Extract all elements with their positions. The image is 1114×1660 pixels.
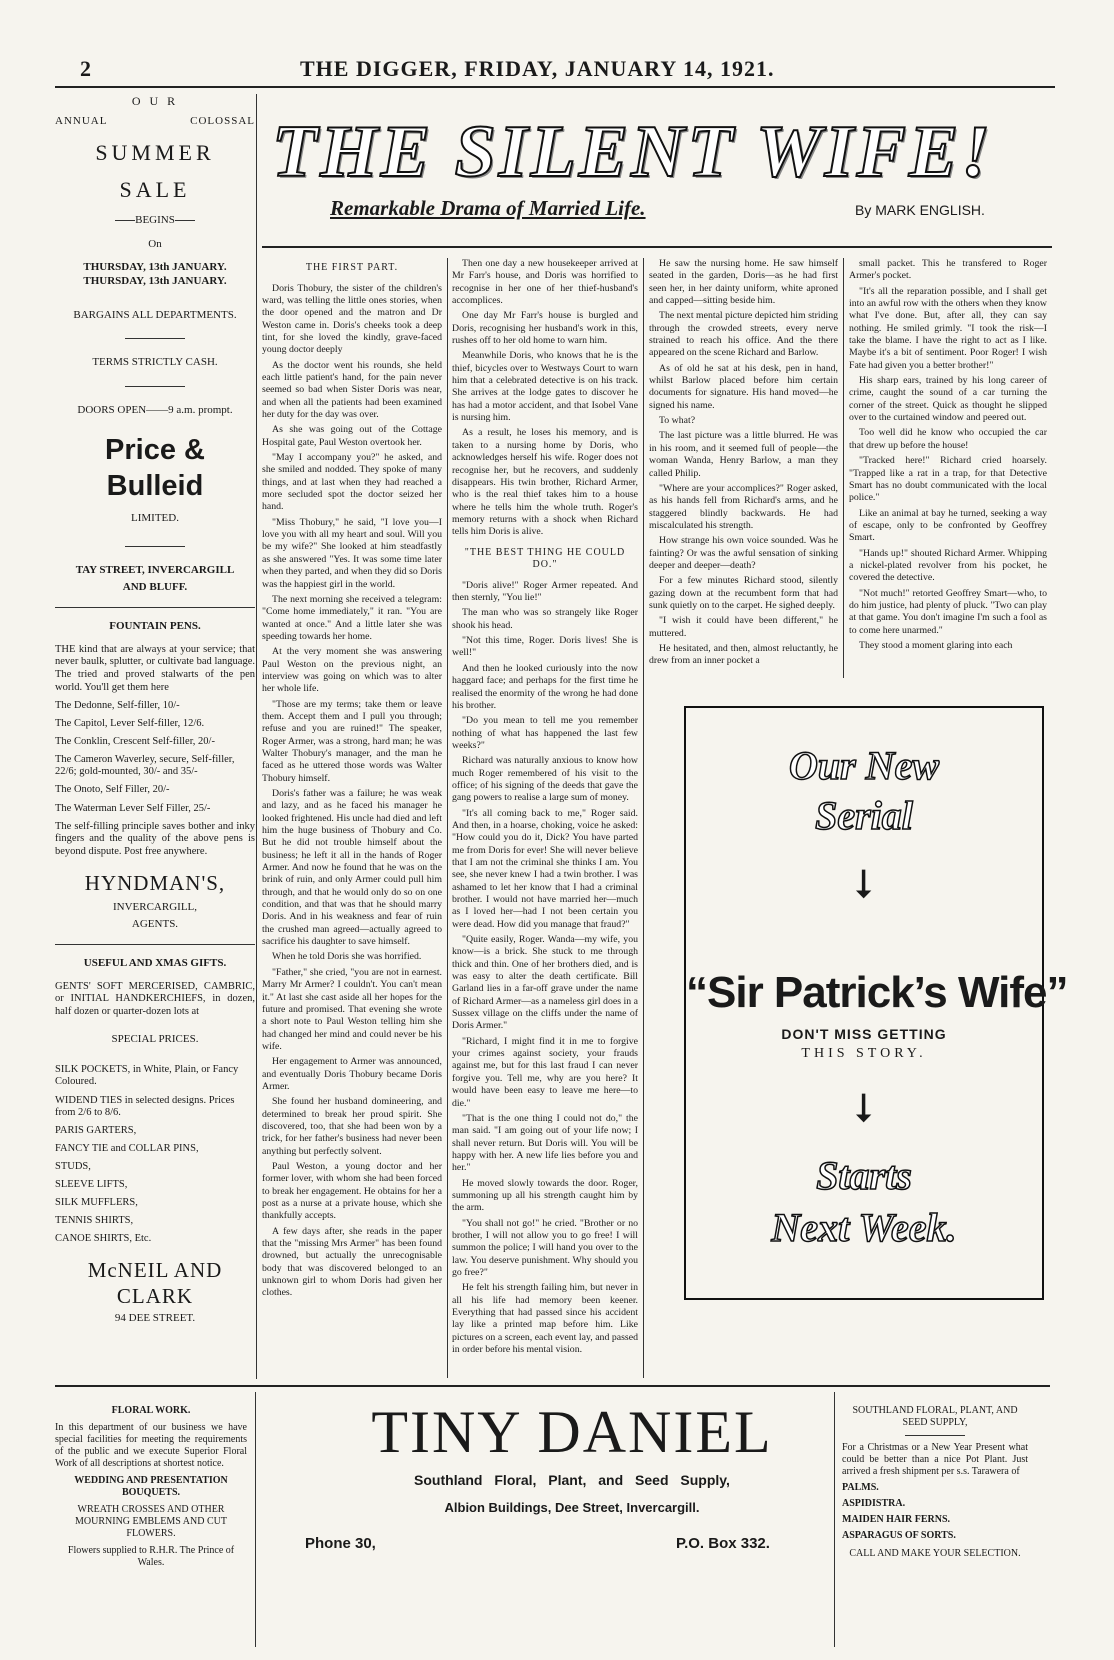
article-paragraph: Paul Weston, a young doctor and her former lover, with whom she had been forced to break her engagement. He obtains for her a post as a nurse at a private house, which she thankfully accepts. [262,1160,442,1222]
article-paragraph: Meanwhile Doris, who knows that he is the thief, bicycles over to Westways Court to warn him that a celebrated detective is on his track. She arrives at the lodge gates to discover he has had a motor accident, and that Isobel Vane is nursing him. [452,350,638,424]
sale-annual: ANNUAL [55,115,108,127]
article-column-1 [262,258,442,1378]
article-paragraph: "It's all the reparation possible, and I shall get into an awful row with the others when they know what I've done. But, after all, they can say nothing. He smiled grimly. "I took the risk—I take the blame. I have the right to act as I like. Maybe it's a bit of sentiment. Poor Roger! I wish Fate had given you a better brother!" [849,285,1047,371]
footer-floral-work [55,1405,247,1574]
serial-dont-miss: DON'T MISS GETTING [781,1026,947,1042]
article-paragraph: "May I accompany you?" he asked, and she smiled and nodded. They spoke of many things, and at last when they had reached a more secluded spot the doctor seized her hand. [262,452,442,513]
left-column [55,94,255,1325]
southland-call: CALL AND MAKE YOUR SELECTION. [849,1548,1021,1559]
article-paragraph: He felt his strength failing him, but never in all his life had memory been keener. Everything that had passed since his accident lay like a printed map before him. Like pictures on a screen, each event lay, and passed in order before his mental vision. [452,1282,638,1356]
footer-rule-left [255,1392,256,1647]
article-paragraph: small packet. This he transfered to Roger Armer's pocket. [849,258,1047,282]
section-first-part: THE FIRST PART. [305,262,399,273]
article-paragraph: Richard was naturally anxious to know how much Roger remembered of his visit to the office; of his signing of the deeds that gave the gang powers to realise a large sum of money. [452,755,638,804]
sale-bargains: BARGAINS ALL DEPARTMENTS. [73,308,237,321]
gift-item: SILK MUFFLERS, [55,1196,138,1208]
sale-annual-row [55,115,255,129]
article-paragraph: As the doctor went his rounds, she held each little patient's hand, for the pain never seemed so bad when Sister Doris was near, and when all the patients had been examined her duty for the day was over. [262,359,442,421]
article-paragraph: And then he looked curiously into the now haggard face; and perhaps for the first time he realised the enormity of the wrong he had done his brother. [452,662,638,711]
article-paragraph: He saw the nursing home. He saw himself seated in the garden, Doris—as he had first seen her, in her dainty uniform, white aproned and capped—sitting beside him. [649,258,838,307]
section-best-thing: "THE BEST THING HE COULD DO." [464,546,626,571]
article-paragraph: "I wish it could have been different," he muttered. [649,615,838,639]
sale-terms: TERMS STRICTLY CASH. [92,356,218,369]
masthead-title: THE DIGGER, FRIDAY, JANUARY 14, 1921. [300,56,775,81]
southland-title: SOUTHLAND FLORAL, PLANT, AND SEED SUPPLY, [852,1405,1018,1428]
gift-item: STUDS, [55,1160,91,1172]
article-paragraph: Too well did he know who occupied the car that drew up before the house! [849,427,1047,451]
tiny-daniel-sub: Southland Floral, Plant, and Seed Supply, [414,1472,730,1488]
article-paragraph: "It's all coming back to me," Roger said. And then, in a hoarse, choking, voice he asked: "How could you do it, Dick? You have parted me from Doris for ever! She will never believe that I am not the criminal she thinks I am. You see, she never knew I had a twin brother. I was ashamed to let her know that I had a criminal brother. I would not have married her—much as I loved her—had I not been certain you were dead. How did you manage that fraud?" [452,807,638,930]
sale-on: On [148,237,162,250]
article-paragraph: "Not this time, Roger. Doris lives! She is well!" [452,635,638,659]
article-byline: By MARK ENGLISH. [855,202,985,218]
footer-rule-right [834,1392,835,1647]
article-paragraph: Doris Thobury, the sister of the children's ward, was telling the little ones stories, when the door opened and the matron and Dr Weston came in. Doris's cheeks took a deep tint, for she loved the kindly, grave-faced young doctor deeply [262,282,442,356]
sale-date-1: THURSDAY, 13th JANUARY. [83,261,227,274]
brand-price-bulleid: Price & Bulleid [105,433,205,502]
article-column-4 [849,258,1047,678]
serial-next-week: Next Week. [771,1205,957,1250]
gifts-intro: GENTS' SOFT MERCERISED, CAMBRIC, or INITIAL HANDKERCHIEFS, in dozen, half dozen or quarter-dozen lots at [55,980,255,1018]
column-rule-2 [643,258,644,1378]
serial-starts: Starts [816,1153,912,1198]
article-paragraph: He hesitated, and then, almost reluctantly, he drew from an inner pocket a [649,642,838,667]
headline-rule [262,246,1052,248]
article-paragraph: "Where are your accomplices?" Roger asked, as his hands fell from Richard's arms, and he staggered blindly backwards. He had miscalculated his strength. [649,482,838,531]
fountain-pens-title: FOUNTAIN PENS. [109,620,201,632]
sale-doors: DOORS OPEN——9 a.m. prompt. [77,403,233,416]
article-paragraph: He moved slowly towards the door. Roger, summoning up all his strength caught him by the arm. [452,1177,638,1214]
article-column-3 [649,258,838,678]
column-rule-1 [447,258,448,1378]
article-paragraph: As of old he sat at his desk, pen in hand, whilst Barlow placed before him certain documents for signature. His hand moved—he signed his name. [649,362,838,411]
article-paragraph: "Do you mean to tell me you remember nothing of what has happened the last few weeks?" [452,715,638,751]
plant-item: MAIDEN HAIR FERNS. [842,1514,951,1525]
gift-item: PARIS GARTERS, [55,1124,137,1136]
article-paragraph: A few days after, she reads in the paper that the "missing Mrs Armer" has been found drowned, but actually the unrecognisable body that was discovered belonged to an unknown girl to whom Doris had given her clothes. [262,1225,442,1299]
col1-body [262,283,442,1300]
article-paragraph: The next morning she received a telegram: "Come home immediately," it ran. "You are wanted at once." And a little later she was speeding towards her home. [262,593,442,642]
article-paragraph: She found her husband domineering, and determined to break her proud spirit. She discovered, too, that she had been won by a trick, for her father's business had never been anything but perfectly solvent. [262,1096,442,1157]
col4-body [849,258,1047,652]
article-paragraph: To what? [659,415,696,427]
article-paragraph: "Not much!" retorted Geoffrey Smart—who, to do him justice, had plenty of pluck. "Two can play at that game. You don't imagine I'm such a fool as to come here unarmed." [849,587,1047,636]
pen-item: The Onoto, Self Filler, 20/- [55,784,170,796]
article-paragraph: The last picture was a little blurred. He was in his room, and it seemed full of people—the woman Wanda, Henry Barlow, a man they called Philip. [649,430,838,479]
gifts-list [55,1064,255,1245]
serial-serial: Serial [815,793,913,838]
article-paragraph: Like an animal at bay he turned, seeking a way of escape, only to be confronted by Geoffrey Smart. [849,507,1047,544]
article-paragraph: "Father," she cried, "you are not in earnest. Marry Mr Armer? I couldn't. You can't mean it." At last she cast aside all her hopes for the future and promised. That evening she wrote a short note to Paul Weston telling him she had changed her mind and could never be his wife. [262,966,442,1052]
plant-item: ASPIDISTRA. [842,1498,906,1509]
brand-limited: LIMITED. [131,512,179,524]
article-paragraph: "Richard, I might find it in me to forgive your crimes against society, your frauds against me, but for this last fraud I can never forgive you. Tell me, why are you here? It would have been easy to leave me here—to die." [452,1035,638,1109]
tiny-daniel-phone: Phone 30, [305,1535,376,1552]
pen-item: The Waterman Lever Self Filler, 25/- [55,802,211,814]
fountain-pens-note: The self-filling principle saves bother and inky fingers and the quality of the above pens is beyond dispute. Post free anywhere. [55,820,255,857]
mcneil-clark: McNEIL AND CLARK [87,1258,223,1309]
sale-our: O U R [131,94,179,108]
floral-royal: Flowers supplied to R.H.R. The Prince of Wales. [67,1545,235,1568]
article-paragraph: As she was going out of the Cottage Hospital gate, Paul Weston overtook her. [262,424,442,448]
sale-sale: SALE [119,177,191,203]
tiny-daniel-pobox: P.O. Box 332. [676,1535,770,1552]
article-paragraph: "Miss Thobury," he said, "I love you—I love you with all my heart and soul. Will you be my wife?" She looked at him steadfastly as she answered "Yes. It was some time later when they parted, and when they did so Doris was the happiest girl in the world. [262,516,442,590]
pen-item: The Cameron Waverley, secure, Self-filler, 22/6; gold-mounted, 30/- and 35/- [55,754,235,778]
page-number: 2 [80,56,92,81]
serial-story-title: “Sir Patrick’s Wife” [686,968,1068,1017]
sale-date-2: THURSDAY, 13th JANUARY. [83,275,227,287]
sale-summer: SUMMER [95,139,215,165]
plants-list [842,1482,1028,1542]
floral-title: FLORAL WORK. [111,1405,191,1416]
left-column-rule [256,94,257,1379]
article-paragraph: His sharp ears, trained by his long career of crime, caught the sound of a car turning the corner of the street. Quick as thought he slipped over to the curtained window and peered out. [849,375,1047,424]
article-paragraph: "That is the one thing I could not do," the man said. "I am going out of your life now; I shall never return. But Doris will. You will be happy with her. A new life lies before you and her." [452,1112,638,1174]
article-paragraph: "Doris alive!" Roger Armer repeated. And then sternly, "You lie!" [452,579,638,604]
pen-item: The Capitol, Lever Self-filler, 12/6. [55,718,205,730]
gifts-special: SPECIAL PRICES. [111,1032,199,1045]
arrow-down-icon-2: ⭣ [854,1085,874,1131]
article-column-2 [452,258,638,1378]
article-paragraph: For a few minutes Richard stood, silently gazing down at the recumbent form that had sunk quietly on to the carpet. He sighed deeply. [649,575,838,611]
floral-wedding: WEDDING AND PRESENTATION BOUQUETS. [74,1475,228,1498]
sale-begins: BEGINS [135,213,175,226]
article-paragraph: "Hands up!" shouted Richard Armer. Whipping a nickel-plated revolver from his pocket, he covered the detective. [849,547,1047,584]
article-paragraph: How strange his own voice sounded. Was he fainting? Or was the awful sensation of sinking deeper and deeper—death? [649,535,838,571]
brand-address-1: TAY STREET, INVERCARGILL [75,563,235,576]
pens-list [55,700,255,814]
column-rule-3 [843,258,844,678]
article-paragraph: The next mental picture depicted him striding through the crowded streets, every nerve strained to reach his office. And the there appeared on the scene Richard and Barlow. [649,310,838,359]
article-paragraph: "You shall not go!" he cried. "Brother or no brother, I will not allow you to go free! I will summon the police; I will hand you over to the law. You deserve punishment. Why should you go free?" [452,1217,638,1278]
serial-our-new: Our New [788,743,940,788]
sale-colossal: COLOSSAL [190,115,255,127]
southland-text: For a Christmas or a New Year Present what could be better than a nice Pot Plant. Just arrived a fresh shipment per s.s. Tarawera of [842,1442,1028,1477]
article-paragraph: "Those are my terms; take them or leave them. Accept them and I pull you through; refuse and you are ruined!" The speaker, Roger Armer, was a strong, hard man; he was Walter Thobury's manager, and the man he faced as he uttered those words was Walter Thobury himself. [262,698,442,784]
serial-this-story: THIS STORY. [801,1046,927,1061]
pen-item: The Conklin, Crescent Self-filler, 20/- [55,736,215,748]
gift-item: TENNIS SHIRTS, [55,1214,134,1226]
hyndman-name: HYNDMAN'S, [84,871,226,896]
plant-item: ASPARAGUS OF SORTS. [842,1530,956,1541]
article-paragraph: Then one day a new housekeeper arrived at Mr Farr's house, and Doris was horrified to recognise in her one of her thief-husband's accomplices. [452,258,638,307]
tiny-daniel-ad [312,1399,832,1515]
col3-body [649,258,838,668]
brand-address-2: AND BLUFF. [122,581,188,594]
gift-item: FANCY TIE and COLLAR PINS, [55,1142,199,1154]
article-paragraph: "Quite easily, Roger. Wanda—my wife, you know—is a brick. She stuck to me through thick and thin. One of her brothers died, and is was easy to alter the death certificate. Bill Garland lies in a far-off grave under the name of Richard Armer—as a nameless girl does in a Sussex village on the cliffs under the name of Doris Armer." [452,934,638,1032]
article-paragraph: When he told Doris she was horrified. [272,951,422,963]
gift-item: CANOE SHIRTS, Etc. [55,1233,152,1244]
article-paragraph: One day Mr Farr's house is burgled and Doris, recognising her husband's work in this, rushes off to her old home to warn him. [452,310,638,347]
gift-item: SILK POCKETS, in White, Plain, or Fancy Coloured. [55,1064,239,1088]
article-paragraph: Her engagement to Armer was announced, and eventually Doris Thobury became Doris Armer. [262,1056,442,1092]
article-paragraph: They stood a moment glaring into each [859,639,1013,651]
fountain-pens-intro: THE kind that are always at your service; that never baulk, splutter, or cultivate bad language. The tried and proved stalwarts of the pen world. You'll get them here [55,643,255,693]
footer-southland [842,1405,1028,1564]
masthead-rule [55,86,1055,88]
plant-item: PALMS. [842,1482,879,1493]
article-paragraph: At the very moment she was answering Paul Weston on the previous night, an interview was going on which was to alter her whole life. [262,646,442,695]
article-paragraph: Doris's father was a failure; he was weak and lazy, and as he faced his manager he looked frightened. His uncle had died and left him the huge business of Thobury and Co. But he did not trouble himself about the business; he left it all in the hands of Roger Armer. And now he found that he was on the brink of ruin, and only Armer could pull him through, and that he would only do so on one condition, and that was that he should marry Doris. And in his weakness and fear of ruin the crushed man agreed—actually agreed to sacrifice his daughter to save himself. [262,788,442,948]
article-headline: THE SILENT WIFE! [272,111,994,193]
tiny-daniel-address: Albion Buildings, Dee Street, Invercargill. [444,1500,700,1515]
col2b-body [452,580,638,1357]
col2a-body [452,258,638,539]
masthead [60,56,1080,84]
footer-rule [55,1385,1050,1387]
serial-announcement [684,706,1068,1300]
gift-item: WIDEND TIES in selected designs. Prices from 2/6 to 8/6. [55,1094,235,1118]
gifts-title: USEFUL AND XMAS GIFTS. [83,957,227,970]
article-subhead: Remarkable Drama of Married Life. [330,196,646,220]
article-paragraph: "Tracked here!" Richard cried hoarsely. "Trapped like a rat in a trap, for that Detective Smart has no doubt communicated with the local police." [849,455,1047,504]
tiny-daniel-name: TINY DANIEL [371,1399,773,1465]
sale-begins-row [55,214,255,228]
pen-item: The Dedonne, Self-filler, 10/- [55,700,180,712]
article-paragraph: As a result, he loses his memory, and is taken to a nursing home by Doris, who acknowledges herself his wife. Roger does not recognise her, but he recovers, and suddenly disappears. His twin brother, Richard Armer, who is the real thief takes him to a house where he tells him the whole truth. Roger's memory returns with a shock when Richard tells him Doris is alive. [452,427,638,538]
floral-text: In this department of our business we have special facilities for meeting the requirements of the public and we execute Superior Floral Work of all descriptions at shortest notice. [55,1422,247,1469]
arrow-down-icon: ⭣ [854,861,874,907]
mcneil-address: 94 DEE STREET. [114,1311,196,1324]
article-paragraph: The man who was so strangely like Roger shook his head. [452,607,638,631]
gift-item: SLEEVE LIFTS, [55,1178,128,1190]
floral-wreath: WREATH CROSSES AND OTHER MOURNING EMBLEMS AND CUT FLOWERS. [75,1504,227,1539]
hyndman-city: INVERCARGILL, [112,900,198,913]
hyndman-agents: AGENTS. [131,918,179,931]
